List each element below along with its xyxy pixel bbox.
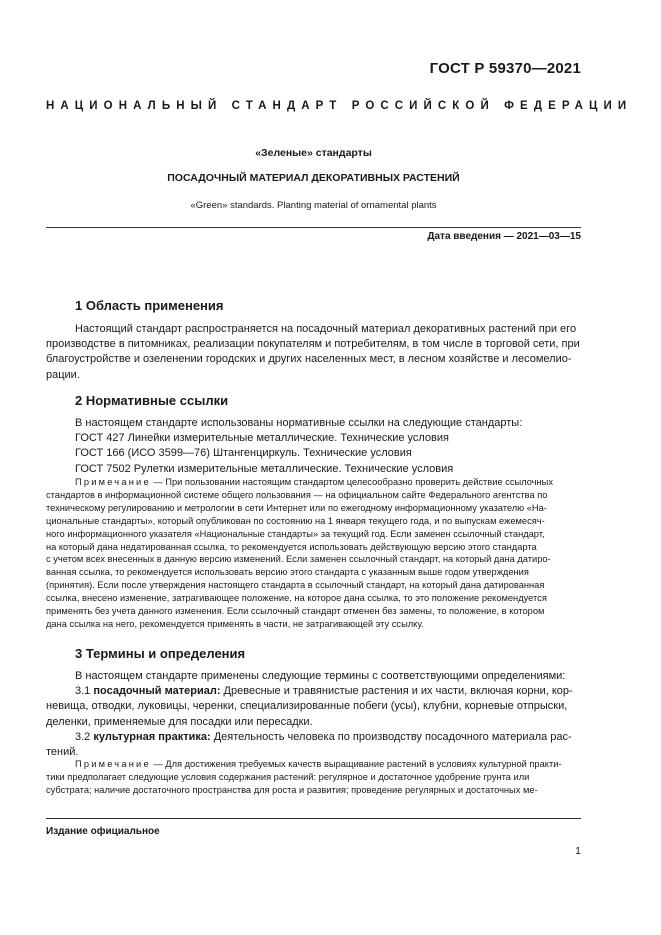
text-line: Древесные и травянистые растения и их части, включая корни, кор- <box>220 685 573 698</box>
section-3-heading: 3 Термины и определения <box>75 646 246 661</box>
text-line: деленки, применяемые для посадки или пересадки. <box>46 715 313 728</box>
text-line: применять без учета данного изменения. Если ссылочный стандарт отменен без замены, то положение, в котором <box>46 606 545 617</box>
section-1-text <box>46 322 581 383</box>
term-definition <box>46 684 581 699</box>
text-line: рации. <box>46 368 80 381</box>
text-line: В настоящем стандарте применены следующие термины с соответствующими определениями: <box>75 670 566 682</box>
text-line: стандартов в информационной системе общего пользования — на официальном сайте Федерального агентства по <box>46 489 548 500</box>
section-1-heading: 1 Область применения <box>75 298 224 313</box>
term-number: 3.2 <box>75 730 94 743</box>
reference-item: ГОСТ 7502 Рулетки измерительные металлические. Технические условия <box>75 462 454 475</box>
text-line: тики предполагает следующие условия содержания растений: регулярное и достаточное удобрение грунта или <box>46 771 530 782</box>
text-line: невища, отводки, луковицы, черенки, специализированные побеги (усы), клубни, корневые отпрыски, <box>46 700 568 713</box>
text-line: Деятельность человека по производству посадочного материала рас- <box>210 730 572 743</box>
term-name: культурная практика: <box>93 730 211 743</box>
reference-item: ГОСТ 166 (ИСО 3599—76) Штангенциркуль. Технические условия <box>75 447 412 460</box>
series-title: «Зеленые» стандарты <box>255 147 372 159</box>
section-2-note <box>46 476 581 631</box>
national-standard-title: НАЦИОНАЛЬНЫЙ СТАНДАРТ РОССИЙСКОЙ ФЕДЕРАЦИИ <box>46 100 633 112</box>
text-line: тений. <box>46 746 79 759</box>
text-line: дана ссылка на него, рекомендуется применять в части, не затрагивающей эту ссылку. <box>46 618 424 629</box>
text-line: субстрата; наличие достаточного пространства для роста и развития; проведение регулярных и достаточных ме- <box>46 784 538 795</box>
term-number: 3.1 <box>75 685 94 698</box>
text-line: В настоящем стандарте использованы нормативные ссылки на следующие стандарты: <box>75 417 523 429</box>
gost-number: ГОСТ Р 59370—2021 <box>429 60 581 77</box>
section-2-heading: 2 Нормативные ссылки <box>75 393 229 408</box>
footer-divider <box>46 818 581 819</box>
text-line: ссылка, внесено изменение, затрагивающее положение, на которое дана ссылка, то это положение рекомендуется <box>46 593 547 604</box>
note-label: Примечание <box>75 477 151 487</box>
text-line: (принятия). Если после утверждения настоящего стандарта в ссылочный стандарт, на который дана датированная <box>46 580 545 591</box>
term-name: посадочный материал: <box>93 685 221 698</box>
text-line: с учетом всех внесенных в данную версию изменений. Если заменен ссылочный стандарт, на который дана датиро- <box>46 554 551 565</box>
text-line: Настоящий стандарт распространяется на посадочный материал декоративных растений при его <box>75 323 577 335</box>
document-title: ПОСАДОЧНЫЙ МАТЕРИАЛ ДЕКОРАТИВНЫХ РАСТЕНИЙ <box>167 172 460 184</box>
section-3-text <box>46 669 581 760</box>
edition-label: Издание официальное <box>46 826 160 837</box>
text-line: на который дана недатированная ссылка, то рекомендуется использовать действующую версию этого стандарта <box>46 541 537 552</box>
section-3-note <box>46 758 581 797</box>
page-number: 1 <box>575 845 581 857</box>
introduction-date: Дата введения — 2021—03—15 <box>427 231 581 242</box>
text-line: — Для достижения требуемых качеств выращивание растений в условиях культурной практи- <box>150 759 562 769</box>
english-title: «Green» standards. Planting material of ornamental plants <box>190 200 437 211</box>
text-line: ного информационного указателя «Национальные стандарты» за текущий год. Если заменен ссылочный стандарт, <box>46 528 545 539</box>
term-definition <box>46 730 581 745</box>
text-line: благоустройстве и озеленении городских и других населенных мест, в лесном хозяйстве и лесомелио- <box>46 353 572 366</box>
text-line: — При пользовании настоящим стандартом целесообразно проверить действие ссылочных <box>150 477 553 487</box>
text-line: циональные стандарты», который опубликован по состоянию на 1 января текущего года, и по выпускам ежемесяч- <box>46 515 545 526</box>
divider <box>46 227 581 228</box>
note-label: Примечание <box>75 759 151 769</box>
text-line: техническому регулированию и метрологии в сети Интернет или по ежегодному информационному указателю «На- <box>46 502 547 513</box>
text-line: ванная ссылка, то рекомендуется использовать версию этого стандарта с указанным выше годом утверждения <box>46 567 529 578</box>
reference-item: ГОСТ 427 Линейки измерительные металлические. Технические условия <box>75 432 449 445</box>
section-2-text <box>46 416 581 477</box>
text-line: производстве в питомниках, реализации покупателям и потребителям, в том числе в торговой сети, при <box>46 338 580 351</box>
